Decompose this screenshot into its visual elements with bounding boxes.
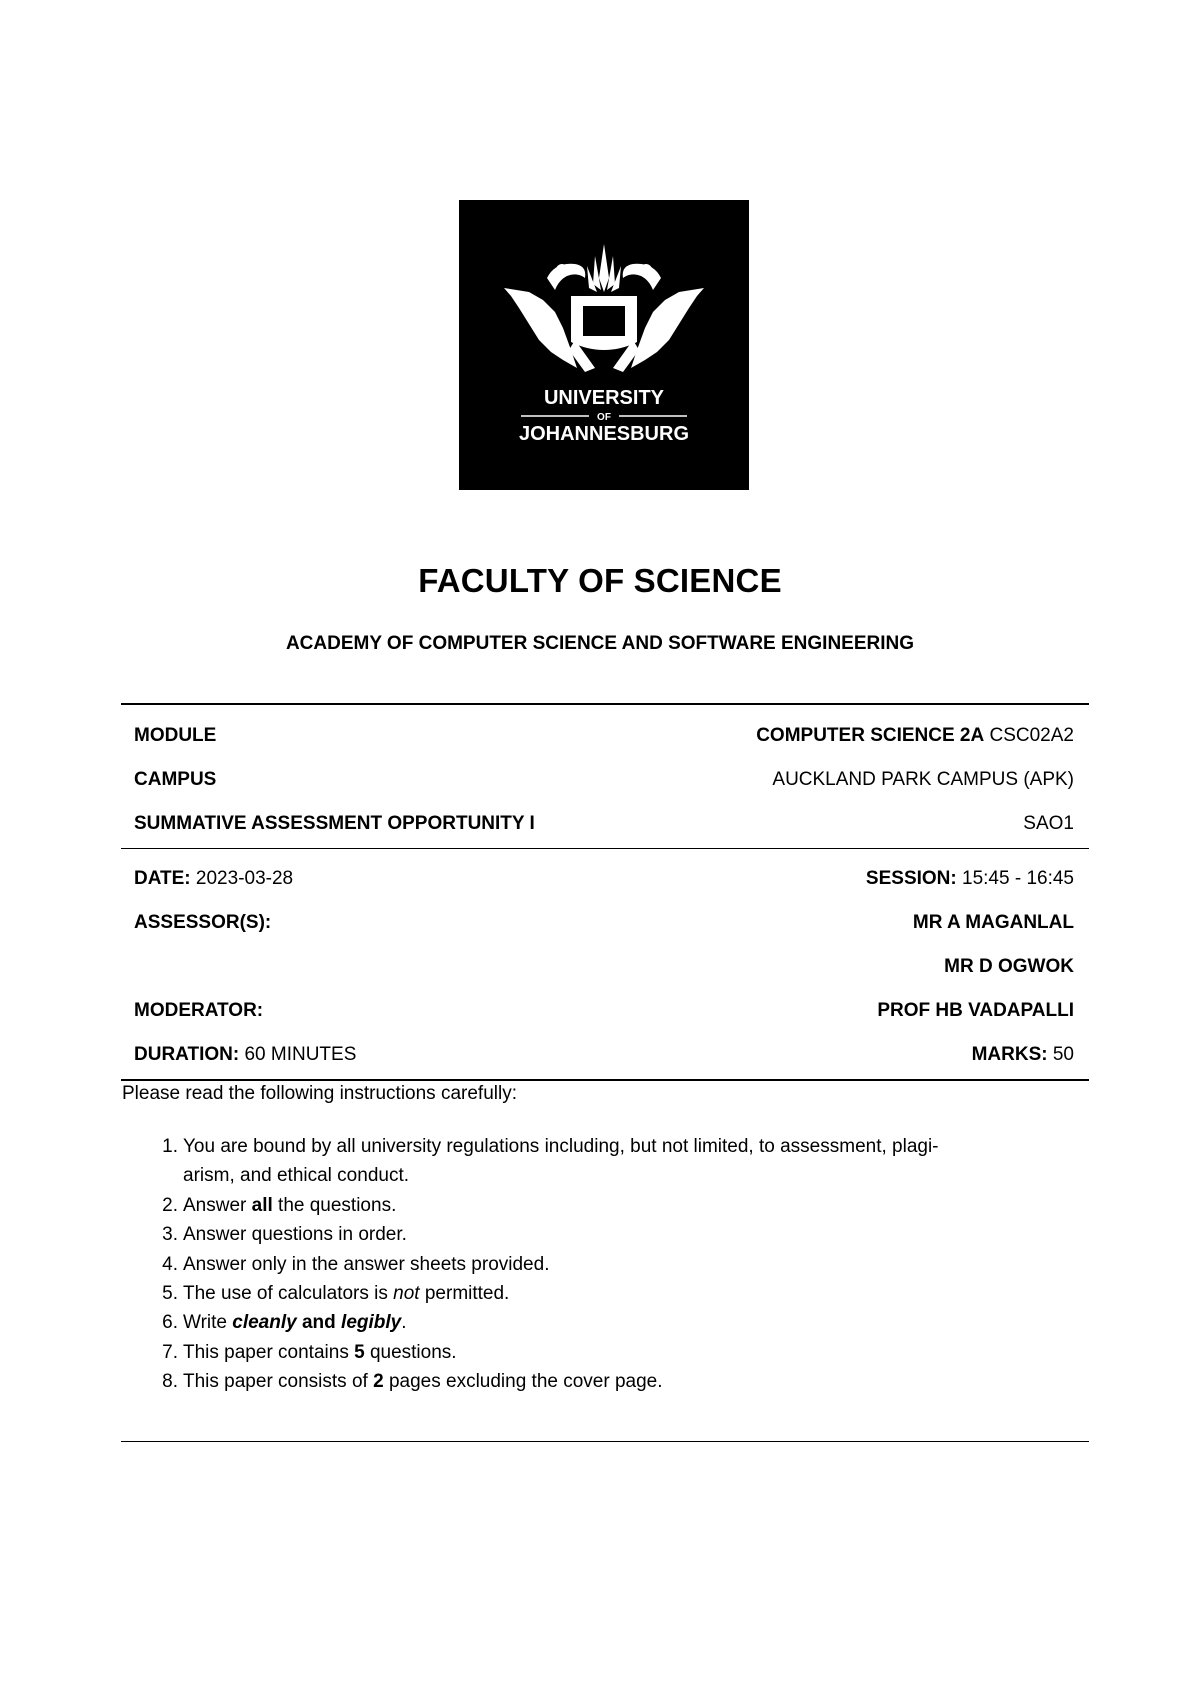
- assessor-row-2: [134, 955, 1074, 979]
- item-emphasis: not: [393, 1283, 420, 1305]
- campus-row: [134, 768, 1074, 792]
- item-number: 6.: [162, 1312, 178, 1334]
- moderator-label: MODERATOR:: [134, 1000, 264, 1021]
- divider-bottom: [121, 1441, 1089, 1442]
- divider-middle: [121, 848, 1089, 849]
- session-value: 15:45 - 16:45: [962, 868, 1074, 889]
- item-text: the questions.: [272, 1194, 397, 1216]
- item-text: Answer: [183, 1194, 252, 1216]
- instructions-intro: Please read the following instructions carefully:: [122, 1083, 517, 1104]
- logo-line-of: OF: [597, 412, 611, 423]
- duration-value: 60 MINUTES: [244, 1044, 357, 1065]
- item-text: Write: [183, 1312, 233, 1334]
- list-item: [162, 1191, 1088, 1220]
- item-text: Answer only in the answer sheets provided.: [183, 1253, 550, 1275]
- list-item: [162, 1132, 1088, 1191]
- list-item: [162, 1308, 1088, 1337]
- date-session-row: [134, 867, 1074, 891]
- campus-label: CAMPUS: [134, 769, 217, 790]
- university-logo: [459, 200, 749, 490]
- item-text: You are bound by all university regulations including, but not limited, to assessment, plagi-: [183, 1136, 939, 1157]
- item-number: 7.: [162, 1341, 178, 1363]
- item-text: The use of calculators is: [183, 1283, 394, 1305]
- list-item: [162, 1279, 1088, 1308]
- item-number: 8.: [162, 1371, 178, 1393]
- assessor-name-2: MR D OGWOK: [944, 956, 1074, 977]
- item-text: This paper contains: [183, 1341, 355, 1363]
- moderator-row: [134, 999, 1074, 1023]
- module-name: COMPUTER SCIENCE 2A: [756, 725, 985, 746]
- item-emphasis: and: [296, 1312, 342, 1334]
- list-item: [162, 1250, 1088, 1279]
- module-row: [134, 724, 1074, 748]
- item-number: 4.: [162, 1253, 178, 1275]
- assessment-label: SUMMATIVE ASSESSMENT OPPORTUNITY I: [134, 813, 535, 834]
- item-text: Answer questions in order.: [183, 1224, 407, 1246]
- instructions-list: [162, 1132, 1088, 1397]
- item-emphasis: all: [251, 1194, 273, 1216]
- item-number: 2.: [162, 1194, 178, 1216]
- duration-marks-row: [134, 1043, 1074, 1067]
- session-label: SESSION:: [865, 868, 957, 889]
- module-code: CSC02A2: [989, 725, 1074, 746]
- divider-top: [121, 703, 1089, 705]
- item-emphasis: 2: [373, 1371, 384, 1393]
- university-crest-icon: [459, 200, 749, 490]
- item-text: .: [401, 1312, 407, 1334]
- item-number: 1.: [162, 1136, 178, 1157]
- list-item: [162, 1367, 1088, 1396]
- duration-label: DURATION:: [134, 1044, 240, 1065]
- marks-label: MARKS:: [971, 1044, 1048, 1065]
- item-emphasis: cleanly: [232, 1312, 297, 1334]
- academy-title: ACADEMY OF COMPUTER SCIENCE AND SOFTWARE ENGINEERING: [285, 633, 915, 654]
- campus-value: AUCKLAND PARK CAMPUS (APK): [772, 769, 1074, 790]
- assessor-name-1: MR A MAGANLAL: [912, 912, 1074, 933]
- item-number: 5.: [162, 1283, 178, 1305]
- item-text: permitted.: [419, 1283, 510, 1305]
- item-emphasis: legibly: [341, 1312, 402, 1334]
- moderator-value: PROF HB VADAPALLI: [877, 1000, 1074, 1021]
- logo-line-university: UNIVERSITY: [543, 387, 665, 409]
- item-text-continued: arism, and ethical conduct.: [183, 1165, 410, 1187]
- assessment-value: SAO1: [1023, 813, 1074, 834]
- logo-line-johannesburg: JOHANNESBURG: [518, 423, 690, 445]
- divider-lower: [121, 1079, 1089, 1081]
- date-label: DATE:: [134, 868, 191, 889]
- module-label: MODULE: [134, 725, 217, 746]
- faculty-title: FACULTY OF SCIENCE: [418, 562, 782, 599]
- item-emphasis: 5: [354, 1341, 365, 1363]
- assessment-row: [134, 812, 1074, 836]
- marks-value: 50: [1052, 1044, 1074, 1065]
- list-item: [162, 1220, 1088, 1249]
- item-text: This paper consists of: [183, 1371, 374, 1393]
- item-number: 3.: [162, 1224, 178, 1246]
- assessor-row: [134, 911, 1074, 935]
- list-item: [162, 1338, 1088, 1367]
- assessor-label: ASSESSOR(S):: [134, 912, 272, 933]
- item-text: pages excluding the cover page.: [383, 1371, 663, 1393]
- item-text: questions.: [364, 1341, 457, 1363]
- date-value: 2023-03-28: [195, 868, 294, 889]
